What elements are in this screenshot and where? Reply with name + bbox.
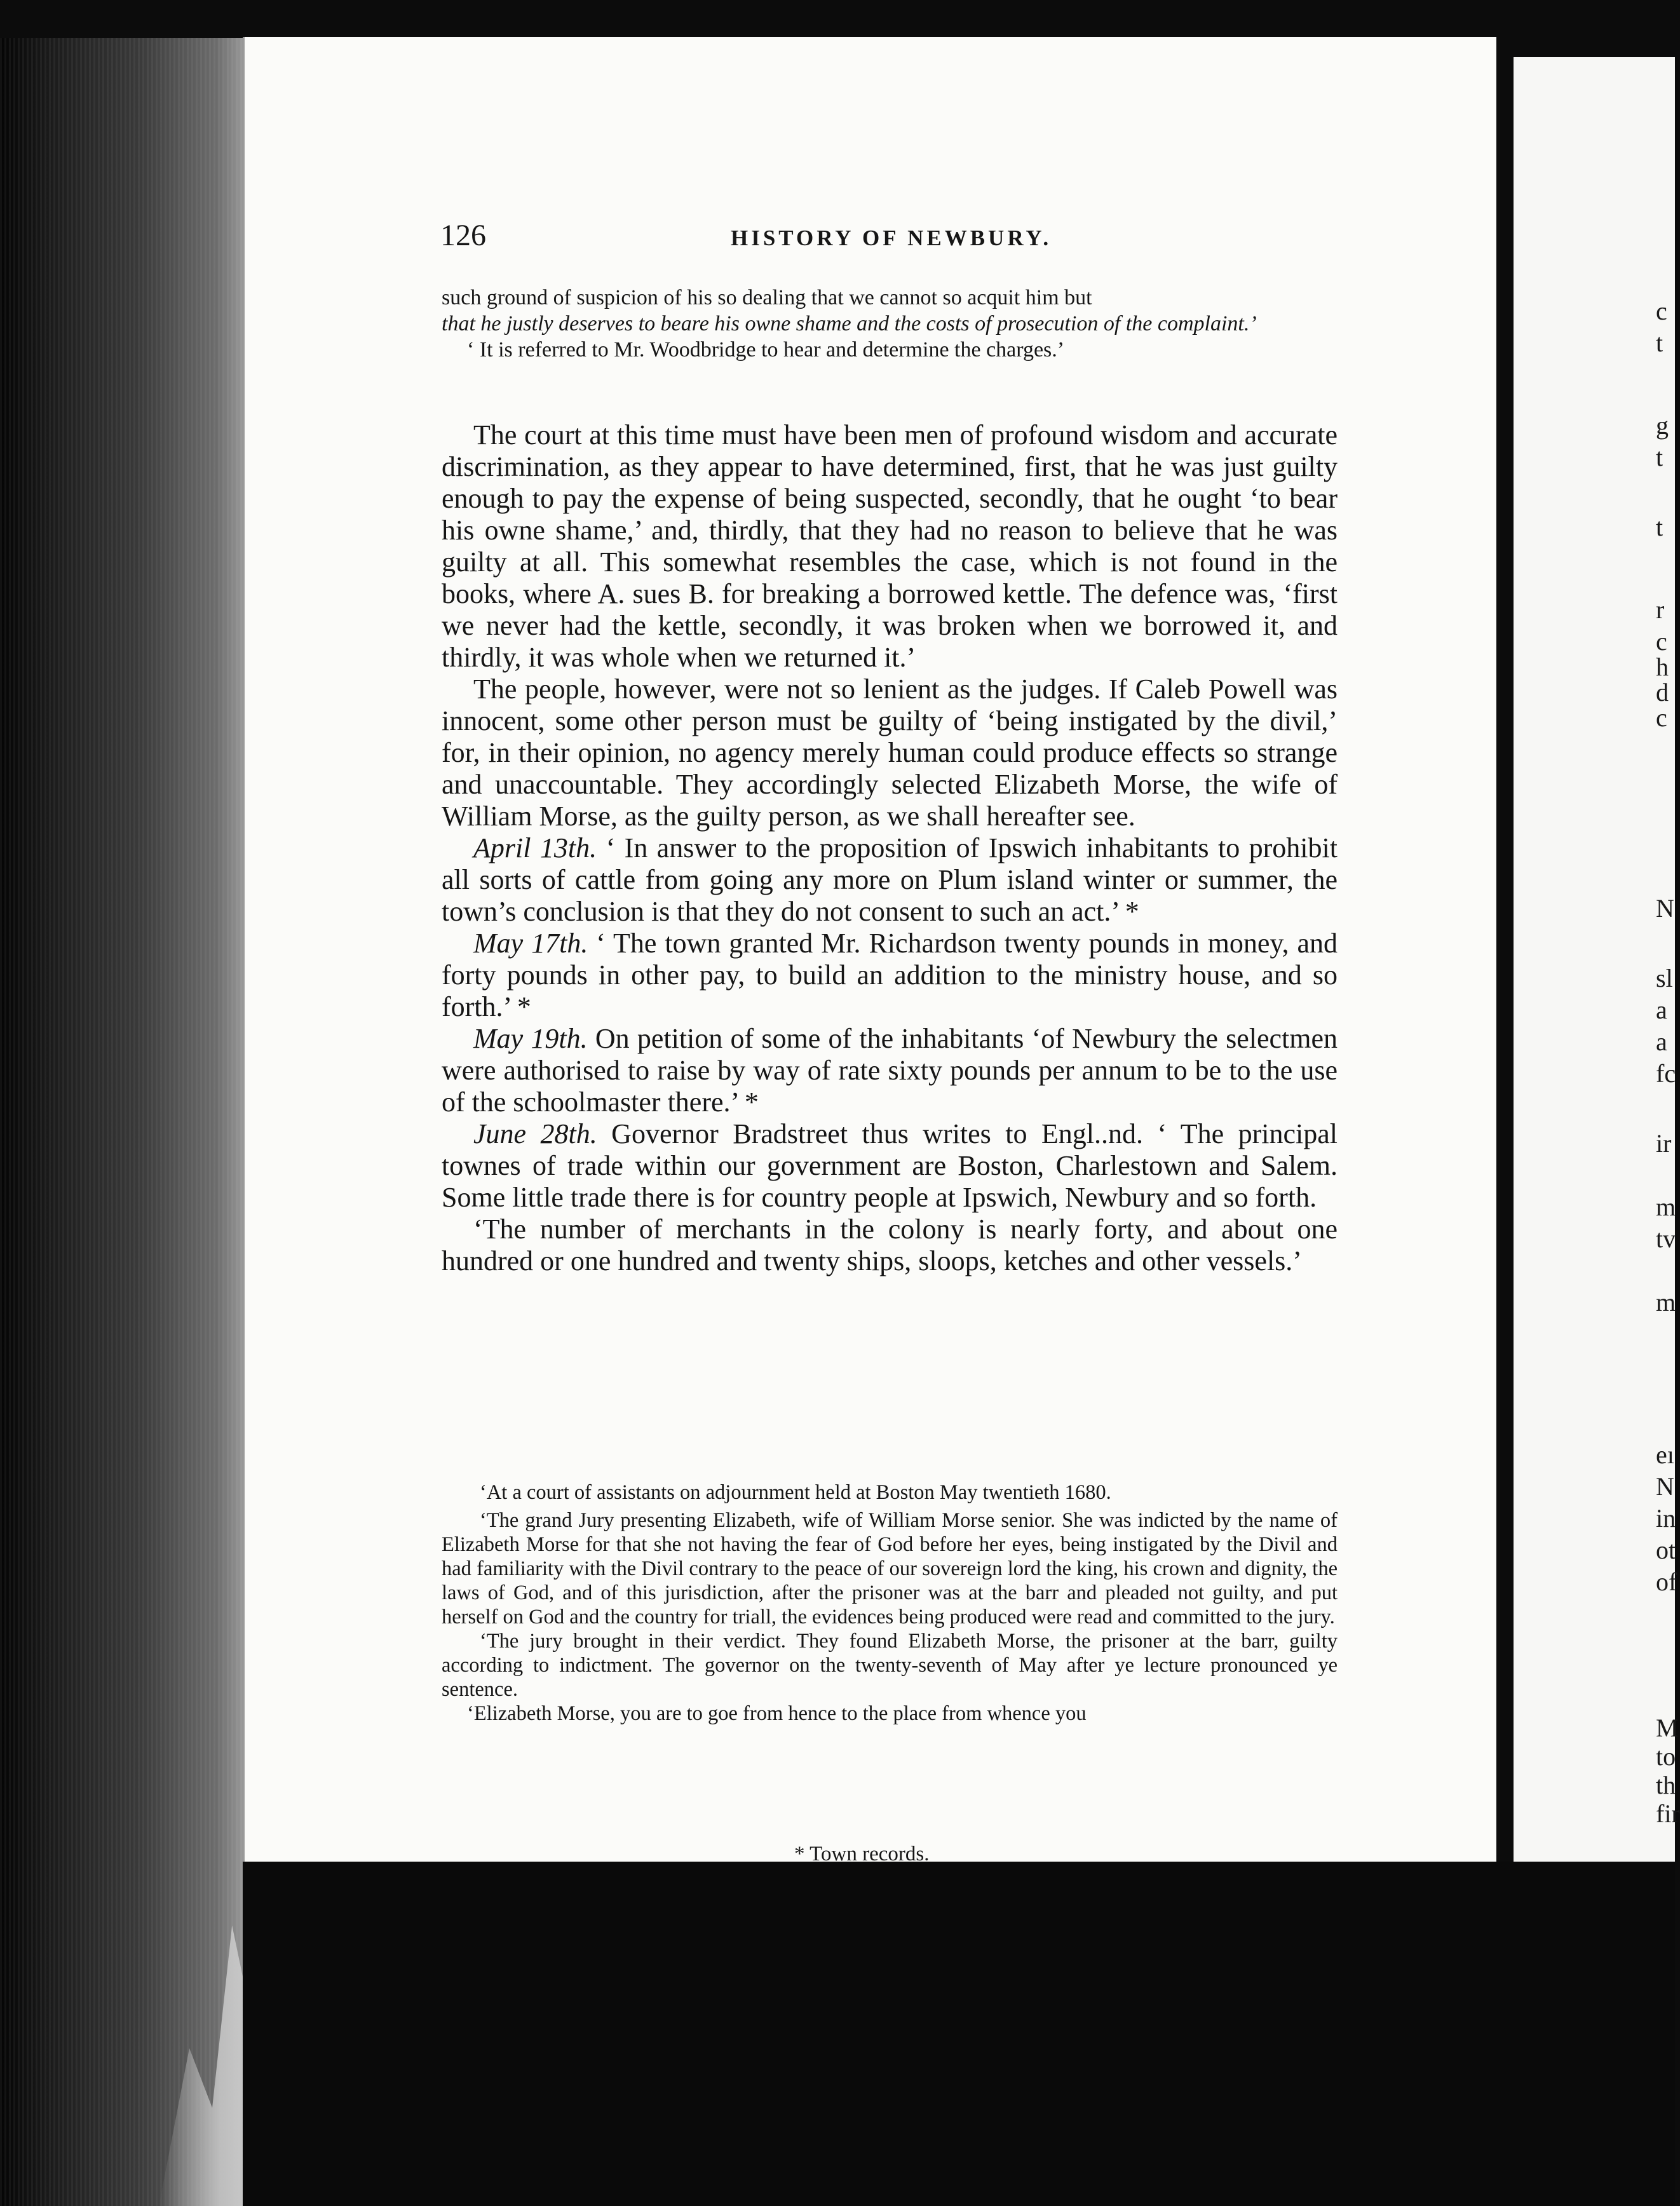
quote-top-italic: that he justly deserves to beare his owne shame and the costs of prosecution of the complaint.’ <box>442 312 1257 335</box>
facing-page-fragment: m <box>1656 1193 1676 1221</box>
facing-page-fragment: m <box>1656 1288 1676 1316</box>
facing-page-fragment: d <box>1656 678 1669 707</box>
facing-page-fragment: ir <box>1656 1129 1672 1158</box>
facing-page-fragment: ot <box>1656 1536 1676 1564</box>
date-may-19: May 19th. <box>473 1023 588 1054</box>
quote-top <box>442 285 1338 363</box>
facing-page-fragment: c <box>1656 297 1667 325</box>
facing-page-fragment: a <box>1656 996 1667 1024</box>
date-may-17: May 17th. <box>473 928 588 959</box>
court-extract <box>442 1480 1338 1726</box>
facing-page-fragment: t <box>1656 328 1663 357</box>
running-head: HISTORY OF NEWBURY. <box>731 226 1052 250</box>
facing-page-fragment: of <box>1656 1567 1677 1596</box>
facing-page-fragment: th <box>1656 1771 1676 1799</box>
facing-page-fragment: a <box>1656 1027 1667 1056</box>
facing-page-fragment: in <box>1656 1504 1676 1533</box>
facing-page-fragment: t <box>1656 443 1663 471</box>
facing-page-fragment: tv <box>1656 1224 1676 1253</box>
extract-1: ‘At a court of assistants on adjournment held at Boston May twentieth 1680. <box>480 1481 1111 1504</box>
facing-page-fragment: g <box>1656 411 1669 440</box>
scan-background <box>243 1862 1675 2206</box>
facing-page-fragment: eı <box>1656 1440 1674 1469</box>
main-text <box>442 419 1338 1277</box>
paragraph-1: The court at this time must have been men of profound wisdom and accurate discrimination, as they appear to have determined, first, that he was just guilty enough to pay the expense of being suspected, secondly, that he ought ‘to bear his owne shame,’ and, thirdly, that they had no reason to believe that he was guilty at all. This somewhat resembles the case, which is not found in the books, where A. sues B. for breaking a borrowed kettle. The defence was, ‘first we never had the kettle, secondly, it was broken when we borrowed it, and thirdly, it was whole when we returned it.’ <box>442 419 1338 673</box>
paragraph-5: May 19th. On petition of some of the inhabitants ‘of Newbury the selectmen were authorised to raise by way of rate sixty pounds per annum to be to the use of the schoolmaster there.’ * <box>442 1023 1338 1118</box>
quote-top-line1: such ground of suspicion of his so dealing that we cannot so acquit him but <box>442 286 1092 309</box>
extract-4: ‘Elizabeth Morse, you are to goe from hence to the place from whence you <box>467 1702 1087 1725</box>
facing-page-fragments <box>1656 0 1680 2206</box>
facing-page-fragment: c <box>1656 627 1667 656</box>
facing-page-fragment: t <box>1656 513 1663 541</box>
facing-page-fragment: fc <box>1656 1059 1676 1088</box>
facing-page-fragment: h <box>1656 653 1669 681</box>
facing-page-fragment: fir <box>1656 1799 1680 1828</box>
facing-page-fragment: r <box>1656 595 1665 624</box>
facing-page-fragment: N <box>1656 894 1674 923</box>
facing-page-fragment: c <box>1656 703 1667 732</box>
facing-page-fragment: sl <box>1656 964 1673 992</box>
quote-top-line3: ‘ It is referred to Mr. Woodbridge to hear and determine the charges.’ <box>467 338 1065 362</box>
extract-3: ‘The jury brought in their verdict. They found Elizabeth Morse, the prisoner at the barr, guilty according to indictment. The governor on the twenty-seventh of May after ye lecture pronounced ye sentence. <box>442 1630 1338 1701</box>
paragraph-6: June 28th. Governor Bradstreet thus writes to Engl..nd. ‘ The principal townes of trade within our government are Boston, Charlestown and Salem. Some little trade there is for country people at Ipswich, Newbury and so forth. <box>442 1118 1338 1213</box>
page-number: 126 <box>440 219 486 252</box>
facing-page-fragment: to <box>1656 1742 1676 1771</box>
paragraph-3: April 13th. ‘ In answer to the proposition of Ipswich inhabitants to prohibit all sorts of cattle from going any more on Plum island winter or summer, the town’s conclusion is that they do not consent to such an act.’ * <box>442 832 1338 927</box>
book-spine <box>0 38 254 2206</box>
footnote: * Town records. <box>794 1843 930 1865</box>
paragraph-2: The people, however, were not so lenient as the judges. If Caleb Powell was innocent, some other person must be guilty of ‘being instigated by the divil,’ for, in their opinion, no agency merely human could produce effects so strange and unaccountable. They accordingly selected Elizabeth Morse, the wife of William Morse, as the guilty person, as we shall hereafter see. <box>442 673 1338 832</box>
paragraph-7: ‘The number of merchants in the colony is nearly forty, and about one hundred or one hundred and twenty ships, sloops, ketches and other vessels.’ <box>442 1214 1338 1276</box>
facing-page-fragment: N <box>1656 1472 1674 1501</box>
date-april-13: April 13th. <box>473 832 597 863</box>
paragraph-4: May 17th. ‘ The town granted Mr. Richardson twenty pounds in money, and forty pounds in other pay, to build an addition to the ministry house, and so forth.’ * <box>442 928 1338 1022</box>
facing-page-fragment: M <box>1656 1714 1679 1742</box>
date-june-28: June 28th. <box>473 1118 597 1149</box>
extract-2: ‘The grand Jury presenting Elizabeth, wife of William Morse senior. She was indicted by the name of Elizabeth Morse for that she not having the fear of God before her eyes, being instigated by the Divil and had familiarity with the Divil contrary to the peace of our sovereign lord the king, his crown and dignity, the laws of God, and of this jurisdiction, after the prisoner was at the barr and pleaded not guilty, and put herself on God and the country for triall, the evidences being produced were read and committed to the jury. <box>442 1509 1338 1628</box>
